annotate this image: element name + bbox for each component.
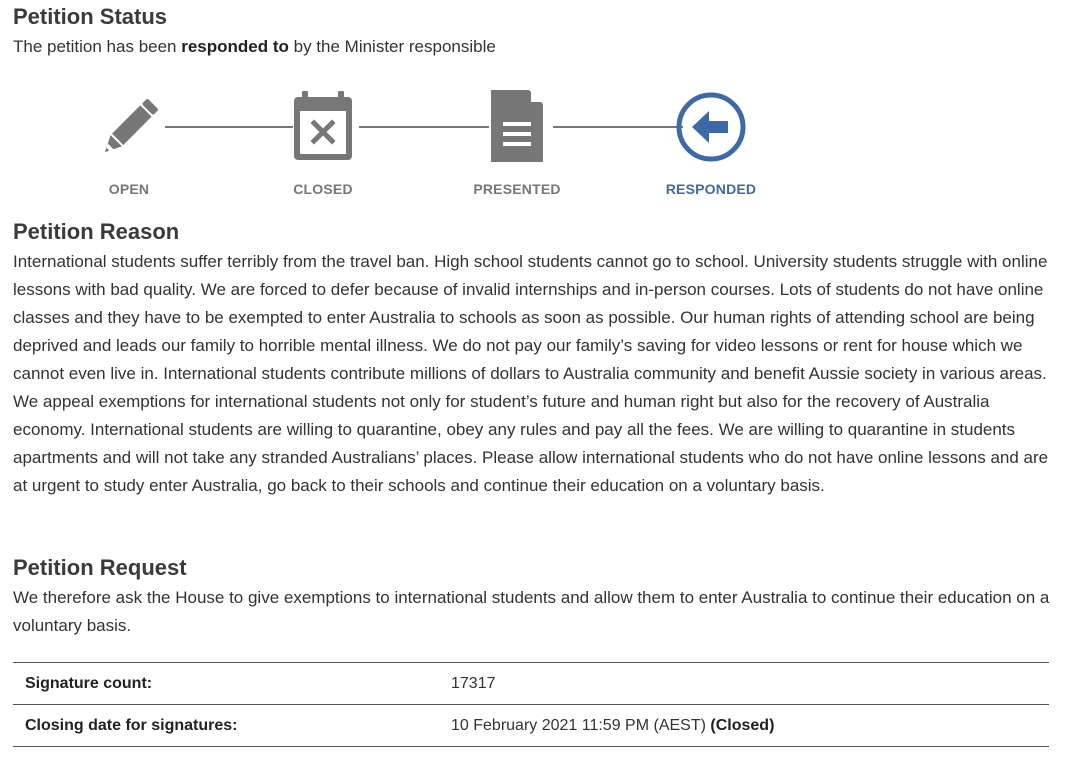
closed-badge: (Closed)	[710, 716, 775, 734]
step-open	[69, 86, 189, 204]
arrow-left-circle-icon	[671, 88, 751, 173]
table-row	[13, 663, 1049, 705]
reason-text: International students suffer terribly from the travel ban. High school students cannot go to school. University students struggle with online lessons with bad quality. We are forced to defer because of invalid internships and in-person courses. Lots of students do not have online classes and they have to be exempted to enter Australia to schools as soon as possible. Our human rights of attending school are being deprived and leads our family to horrible mental illness. We do not pay our family’s saving for video lessons or rent for house which we cannot even live in. International students contribute millions of dollars to Australia community and benefit Aussie society in various areas. We appeal exemptions for international students not only for student’s future and human right but also for the recovery of Australia economy. International students are willing to quarantine, obey any rules and pay all the fees. We are willing to quarantine in students apartments and will not take any stranded Australians’ places. Please allow international students who do not have online lessons and are at urgent to study enter Australia, go back to their schools and continue their education on a voluntary basis.	[13, 252, 1049, 495]
calendar-x-icon	[283, 88, 363, 173]
step-label: CLOSED	[293, 181, 353, 197]
step-label: PRESENTED	[473, 181, 561, 197]
document-icon	[477, 88, 557, 173]
step-presented	[457, 86, 577, 204]
reason-heading: Petition Reason	[13, 219, 180, 244]
status-text-bold: responded to	[181, 37, 289, 56]
step-responded	[651, 86, 771, 204]
signature-count-value: 17317	[451, 674, 496, 692]
pencil-icon	[89, 88, 169, 173]
status-text-post: by the Minister responsible	[288, 37, 496, 56]
status-description	[13, 34, 496, 60]
step-label: OPEN	[108, 181, 150, 197]
request-heading: Petition Request	[13, 555, 187, 580]
request-text: We therefore ask the House to give exemptions to international students and allow them to enter Australia to continue their education on a voluntary basis.	[13, 588, 1050, 635]
petition-details-table	[13, 662, 1049, 747]
closing-date-label: Closing date for signatures:	[25, 716, 238, 734]
table-row	[13, 705, 1049, 747]
closing-date-cell	[439, 705, 1049, 747]
step-closed	[263, 86, 383, 204]
closing-date-value: 10 February 2021 11:59 PM (AEST)	[451, 716, 711, 734]
status-tracker	[13, 86, 813, 206]
signature-count-label: Signature count:	[25, 674, 153, 692]
status-text-pre: The petition has been	[13, 37, 182, 56]
status-heading: Petition Status	[13, 4, 168, 29]
step-label: RESPONDED	[665, 181, 757, 197]
